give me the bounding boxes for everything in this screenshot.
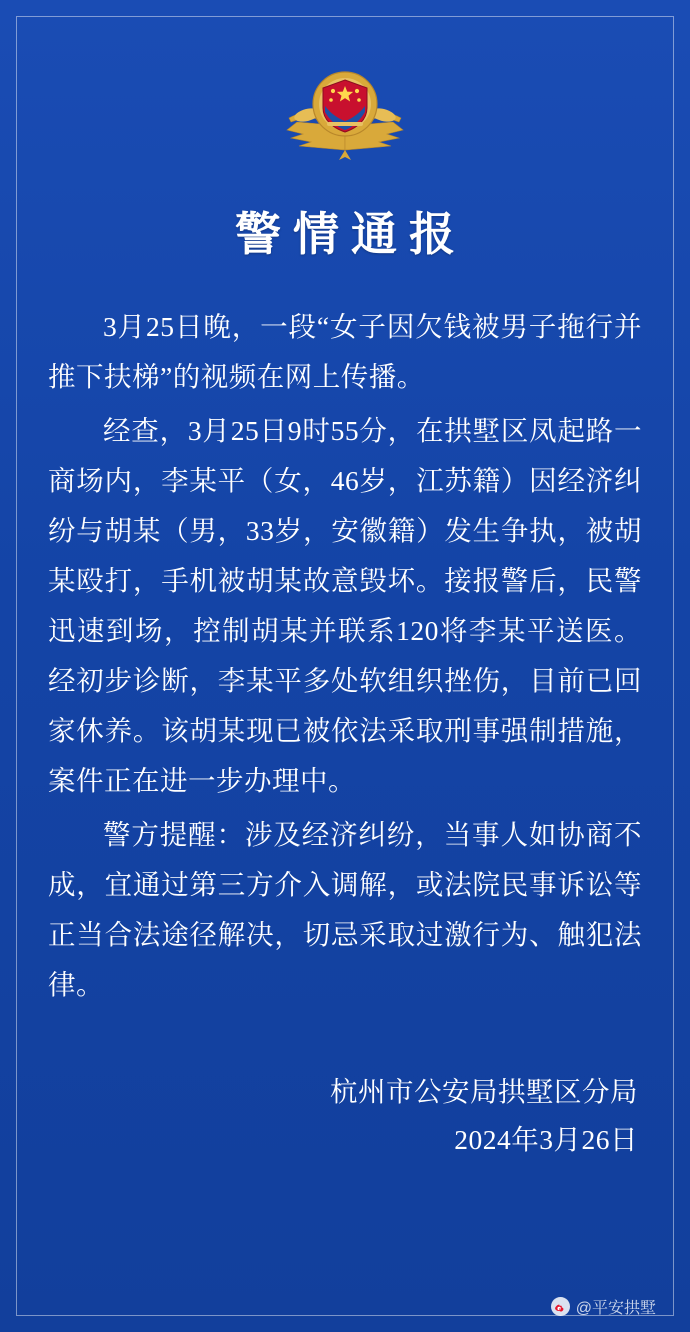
- paragraph-investigation: 经查，3月25日9时55分，在拱墅区凤起路一商场内，李某平（女，46岁，江苏籍）因经济纠纷与胡某（男，33岁，安徽籍）发生争执，被胡某殴打，手机被胡某故意毁坏。接报警后，民警迅速到场，控制胡某并联系120将李某平送医。经初步诊断，李某平多处软组织挫伤，目前已回家休养。该胡某现已被依法采取刑事强制措施，案件正在进一步办理中。: [48, 415, 642, 796]
- paragraph-intro: 3月25日晚，一段“女子因欠钱被男子拖行并推下扶梯”的视频在网上传播。: [48, 311, 642, 392]
- footer-account-name: @平安拱墅: [575, 1300, 656, 1317]
- china-police-badge-icon: [281, 60, 409, 164]
- weibo-icon: [551, 1297, 570, 1316]
- page-title: 警情通报: [235, 209, 467, 260]
- signature-block: [48, 1068, 642, 1164]
- notice-body: [48, 302, 642, 1010]
- footer-watermark: [551, 1295, 656, 1318]
- signature-date: 2024年3月26日: [454, 1124, 638, 1155]
- emblem-container: [48, 60, 642, 164]
- notice-content: [48, 46, 642, 1302]
- paragraph-police-reminder: 警方提醒：涉及经济纠纷，当事人如协商不成，宜通过第三方介入调解，或法院民事诉讼等正当合法途径解决，切忌采取过激行为、触犯法律。: [48, 819, 642, 1000]
- signature-issuer: 杭州市公安局拱墅区分局: [330, 1076, 638, 1107]
